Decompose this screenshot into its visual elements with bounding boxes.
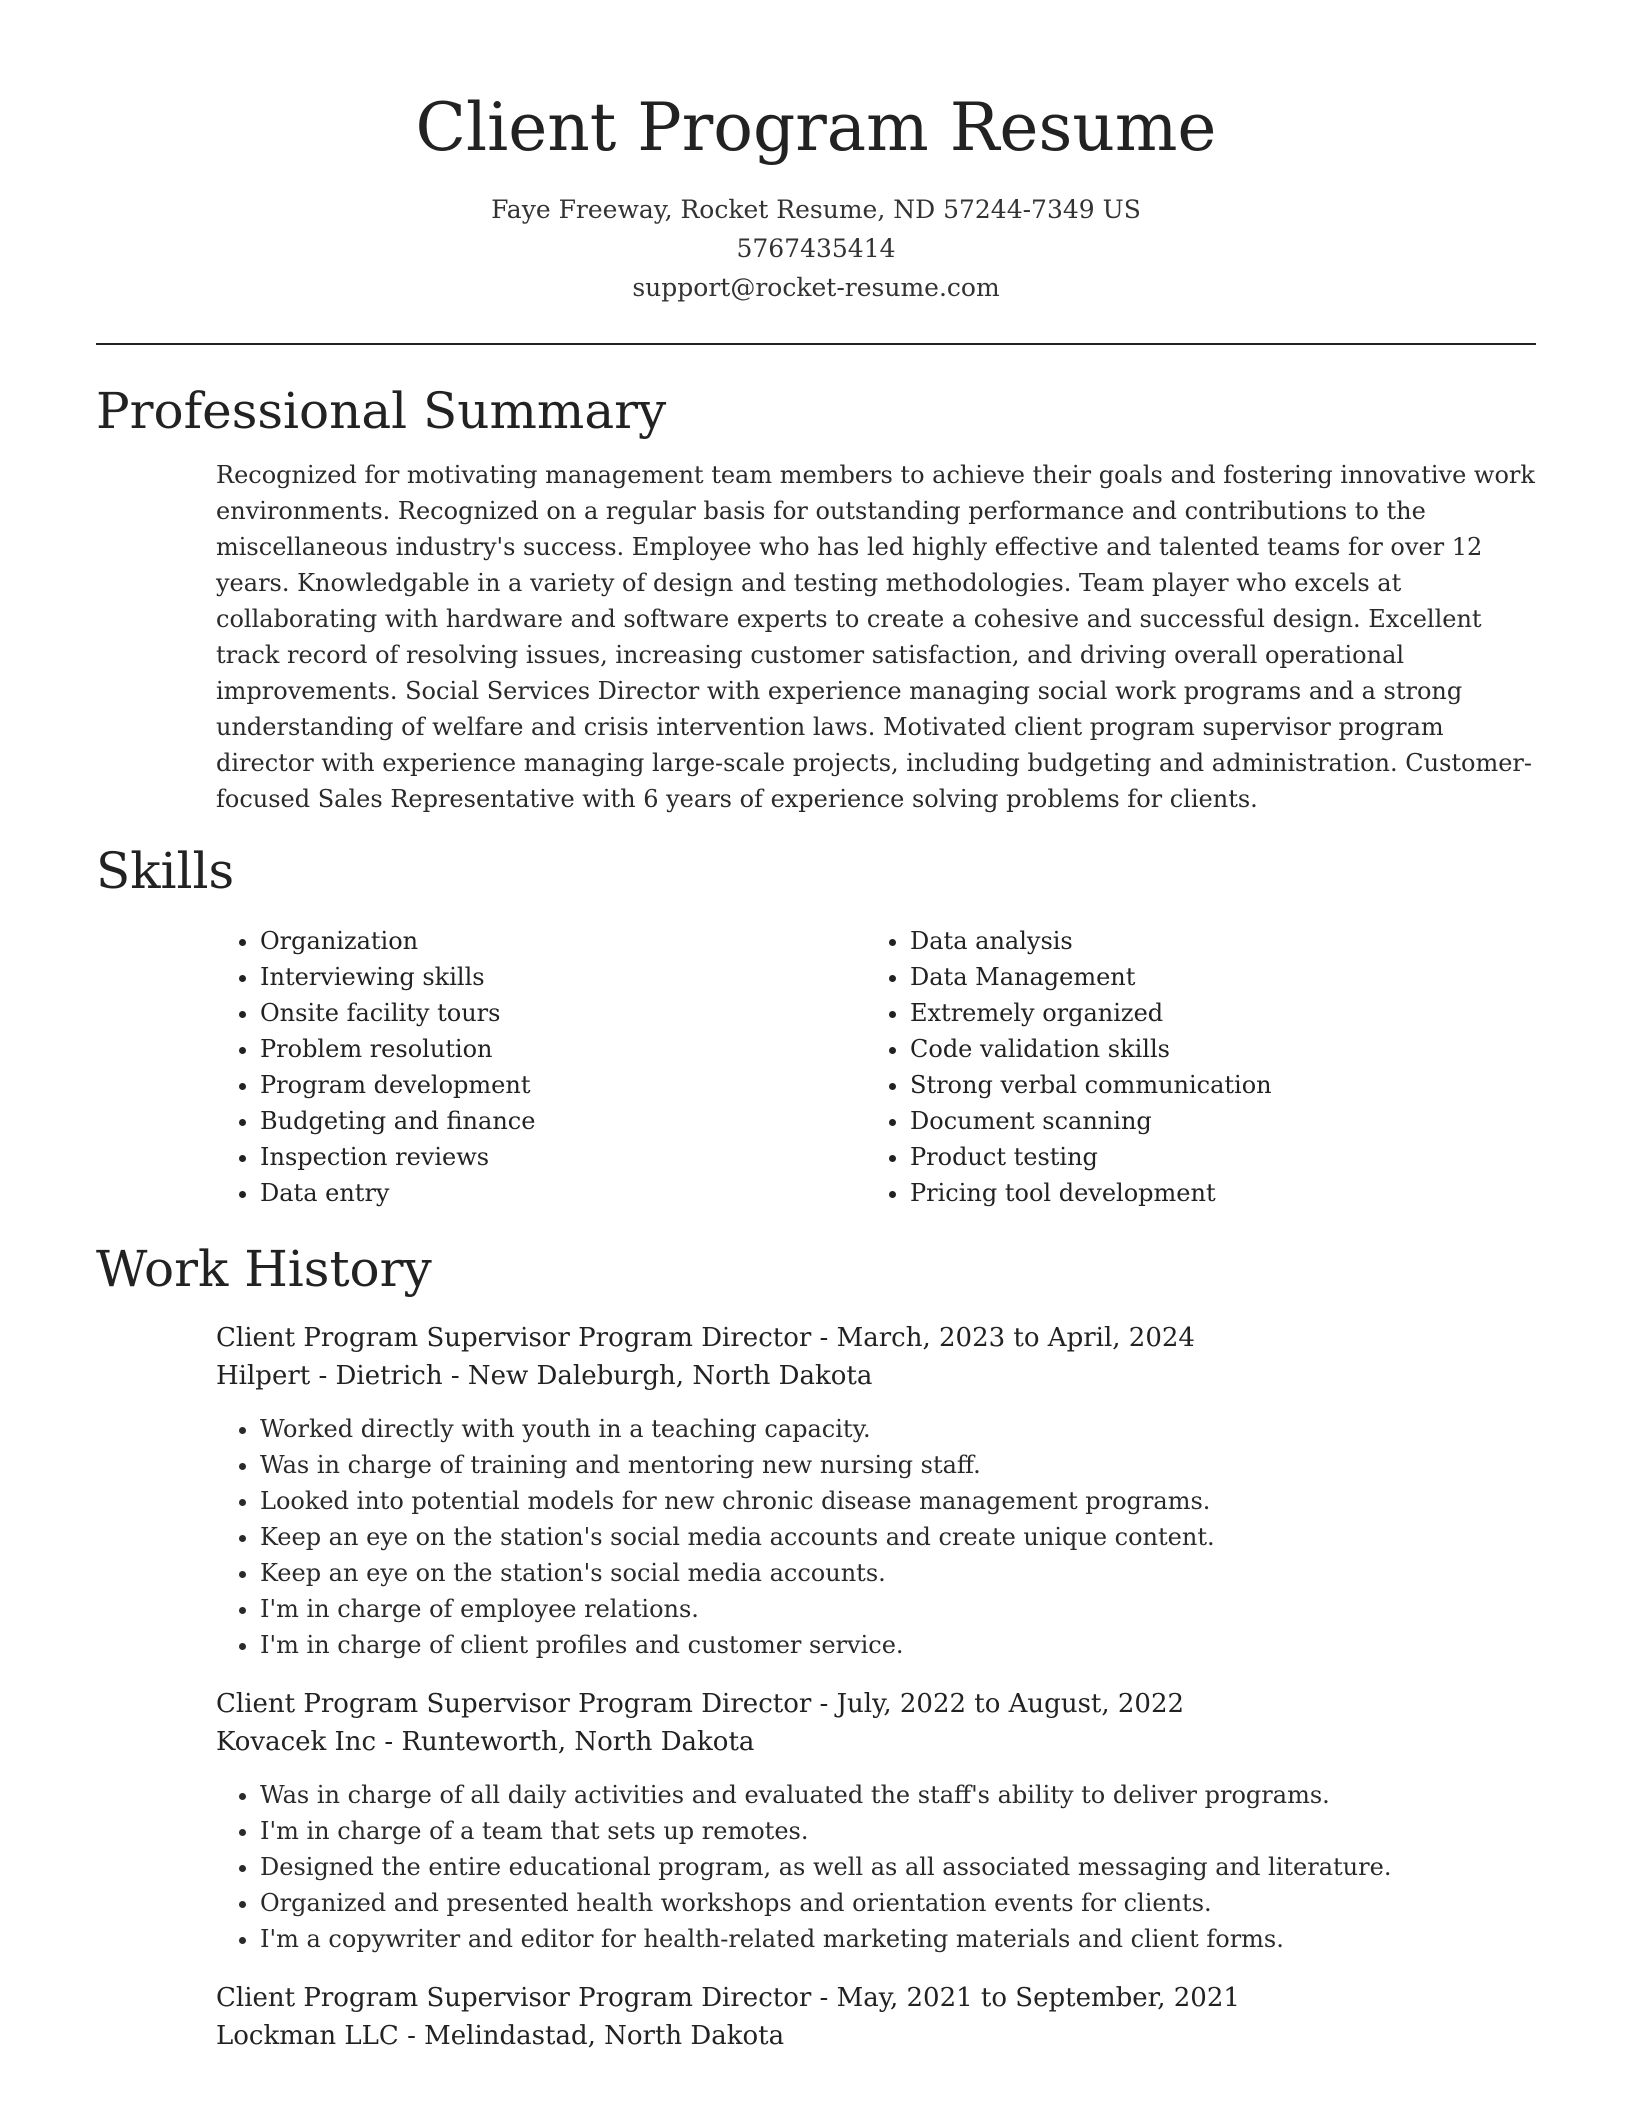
job-title: Client Program Supervisor Program Director (216, 1689, 812, 1719)
skills-list-left (216, 923, 866, 1211)
skill-item: • Organization (260, 923, 866, 959)
job-company-line (216, 2017, 1536, 2055)
job-bullet: • Keep an eye on the station's social media accounts and create unique content. (260, 1519, 1536, 1555)
job-bullet: • Worked directly with youth in a teaching capacity. (260, 1411, 1536, 1447)
job-dates: - March, 2023 to April, 2024 (811, 1323, 1195, 1353)
job-bullet: • Designed the entire educational program, as well as all associated messaging and literature. (260, 1849, 1536, 1885)
job-bullet: • Keep an eye on the station's social media accounts. (260, 1555, 1536, 1591)
header-divider (96, 343, 1536, 345)
job-bullet: • I'm in charge of client profiles and customer service. (260, 1627, 1536, 1663)
job-entry (216, 1319, 1536, 1663)
skills-heading: Skills (96, 842, 235, 900)
skill-item: • Code validation skills (910, 1031, 1516, 1067)
job-bullets (216, 1411, 1536, 1663)
skill-item: • Strong verbal communication (910, 1067, 1516, 1103)
skill-item: • Document scanning (910, 1103, 1516, 1139)
resume-title: Client Program Resume (415, 89, 1217, 166)
skill-item: • Extremely organized (910, 995, 1516, 1031)
job-title-line (216, 1979, 1536, 2017)
skills-columns (216, 923, 1536, 1211)
skill-item: • Budgeting and finance (260, 1103, 866, 1139)
job-bullet: • Looked into potential models for new chronic disease management programs. (260, 1483, 1536, 1519)
job-bullet: • Was in charge of all daily activities and evaluated the staff's ability to deliver programs. (260, 1777, 1536, 1813)
work-history-section (96, 1237, 1536, 2055)
job-entry (216, 1979, 1536, 2055)
skill-item: • Product testing (910, 1139, 1516, 1175)
summary-text: Recognized for motivating management team members to achieve their goals and fostering innovative work environments. Recognized on a regular basis for outstanding performance and contributions to the miscellaneous industry's success. Employee who has led highly effective and talented teams for over 12 years. Knowledgable in a variety of design and testing methodologies. Team player who excels at collaborating with hardware and software experts to create a cohesive and successful design. Excellent track record of resolving issues, increasing customer satisfaction, and driving overall operational improvements. Social Services Director with experience managing social work programs and a strong understanding of welfare and crisis intervention laws. Motivated client program supervisor program director with experience managing large-scale projects, including budgeting and administration. Customer-focused Sales Representative with 6 years of experience solving problems for clients. (216, 461, 1535, 813)
skill-item: • Program development (260, 1067, 866, 1103)
job-location: - Melindastad, North Dakota (398, 2021, 785, 2051)
job-bullet: • I'm in charge of a team that sets up remotes. (260, 1813, 1536, 1849)
resume-page (96, 0, 1536, 2055)
email: support@rocket-resume.com (632, 273, 1000, 302)
job-company-line (216, 1357, 1536, 1395)
skill-item: • Interviewing skills (260, 959, 866, 995)
job-entry (216, 1685, 1536, 1957)
skill-item: • Data entry (260, 1175, 866, 1211)
job-dates: - May, 2021 to September, 2021 (811, 1983, 1240, 2013)
address: Faye Freeway, Rocket Resume, ND 57244-7349 US (491, 195, 1141, 224)
job-title: Client Program Supervisor Program Director (216, 1323, 812, 1353)
resume-header (96, 0, 1536, 307)
skill-item: • Onsite facility tours (260, 995, 866, 1031)
skill-item: • Data Management (910, 959, 1516, 995)
skill-item: • Problem resolution (260, 1031, 866, 1067)
job-bullet: • Organized and presented health workshops and orientation events for clients. (260, 1885, 1536, 1921)
skills-section (96, 839, 1536, 1211)
contact-info (96, 190, 1536, 307)
job-bullets (216, 1777, 1536, 1957)
job-company-line (216, 1723, 1536, 1761)
job-location: - Runteworth, North Dakota (376, 1727, 755, 1757)
job-bullet: • I'm in charge of employee relations. (260, 1591, 1536, 1627)
summary-section (96, 379, 1536, 817)
skill-item: • Pricing tool development (910, 1175, 1516, 1211)
job-title-line (216, 1319, 1536, 1357)
skill-item: • Inspection reviews (260, 1139, 866, 1175)
summary-heading: Professional Summary (96, 382, 667, 440)
job-company: Kovacek Inc (216, 1727, 377, 1757)
job-location: - New Daleburgh, North Dakota (442, 1361, 873, 1391)
job-bullet: • Was in charge of training and mentoring new nursing staff. (260, 1447, 1536, 1483)
work-history-heading: Work History (96, 1240, 432, 1298)
skill-item: • Data analysis (910, 923, 1516, 959)
job-company: Hilpert - Dietrich (216, 1361, 443, 1391)
job-company: Lockman LLC (216, 2021, 399, 2051)
job-title-line (216, 1685, 1536, 1723)
job-bullet: • I'm a copywriter and editor for health-related marketing materials and client forms. (260, 1921, 1536, 1957)
skills-list-right (866, 923, 1516, 1211)
job-dates: - July, 2022 to August, 2022 (811, 1689, 1185, 1719)
job-title: Client Program Supervisor Program Director (216, 1983, 812, 2013)
phone: 5767435414 (736, 234, 896, 263)
